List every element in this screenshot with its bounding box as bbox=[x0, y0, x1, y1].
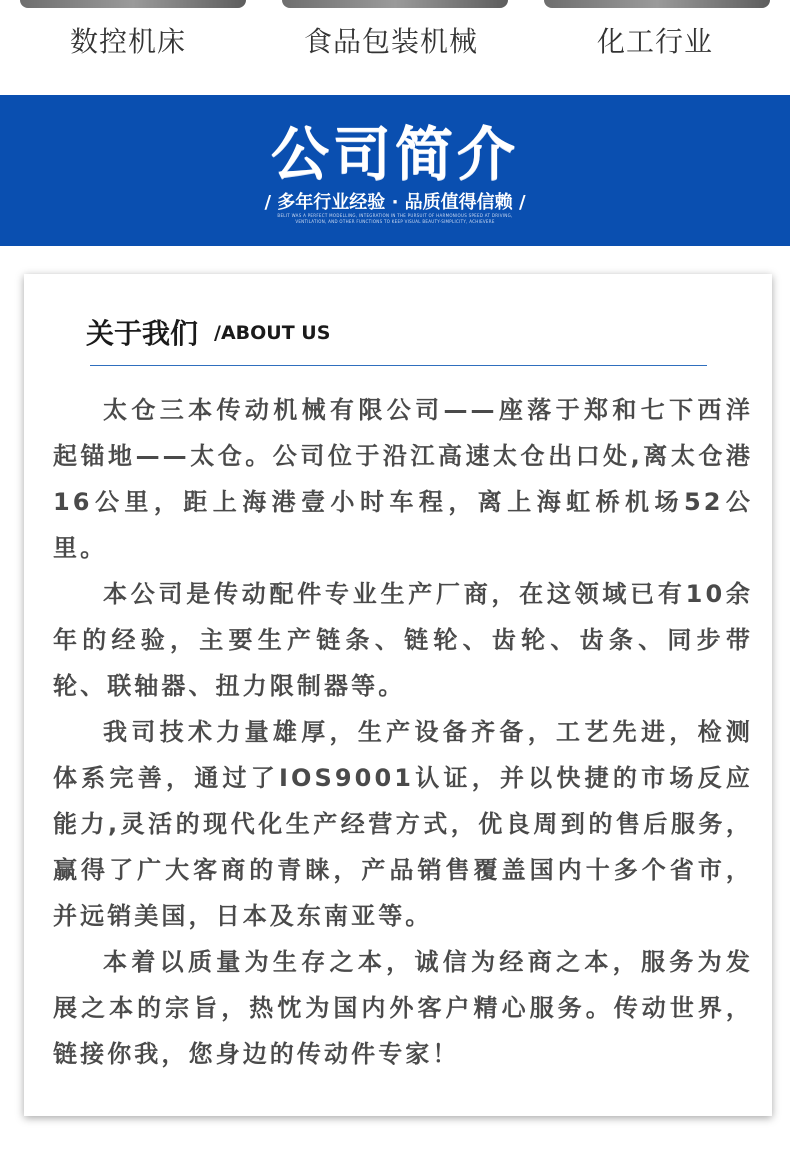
about-divider bbox=[90, 365, 707, 366]
about-title-en: /ABOUT US bbox=[214, 322, 331, 344]
industry-image-chemical[interactable] bbox=[544, 0, 770, 8]
industry-image-cnc[interactable] bbox=[20, 0, 246, 8]
industry-image-food-packaging[interactable] bbox=[282, 0, 508, 8]
banner-subtitle: / 多年行业经验 · 品质值得信赖 / bbox=[264, 192, 526, 213]
about-paragraph-3: 我司技术力量雄厚，生产设备齐备，工艺先进，检测体系完善，通过了IOS9001认证，并以快捷的市场反应能力,灵活的现代化生产经营方式，优良周到的售后服务，赢得了广大客商的青睐，产品销售覆盖国内十多个省市，并远销美国，日本及东南亚等。 bbox=[53, 718, 753, 930]
about-card bbox=[24, 274, 772, 1116]
industry-label-cnc[interactable]: 数控机床 bbox=[70, 25, 187, 58]
about-paragraph-2: 本公司是传动配件专业生产厂商，在这领域已有10余年的经验，主要生产链条、链轮、齿轮、齿条、同步带轮、联轴器、扭力限制器等。 bbox=[53, 580, 753, 700]
about-title: 关于我们 bbox=[86, 317, 199, 350]
about-paragraph-1: 太仓三本传动机械有限公司——座落于郑和七下西洋起锚地——太仓。公司位于沿江高速太仓出口处,离太仓港16公里，距上海港壹小时车程，离上海虹桥机场52公里。 bbox=[53, 396, 753, 562]
industry-label-chemical[interactable]: 化工行业 bbox=[597, 25, 714, 58]
about-paragraph-4: 本着以质量为生存之本，诚信为经商之本，服务为发展之本的宗旨，热忱为国内外客户精心服务。传动世界，链接你我，您身边的传动件专家！ bbox=[53, 948, 753, 1068]
banner-title: 公司简介 bbox=[270, 120, 519, 188]
banner-fine-print: BELIT WAS A PERFECT MODELLING, INTEGRATION IN THE PURSUIT OF HARMONIOUS SPEED AT DRIVING, VENTILATION, AND OTHER FUNCTIONS TO KEEP VISUAL BEAUTY-SIMPLICITY, ACHIEVERE bbox=[277, 213, 513, 224]
about-content bbox=[53, 387, 753, 1077]
industry-categories bbox=[0, 0, 790, 95]
industry-label-food-packaging[interactable]: 食品包装机械 bbox=[304, 25, 479, 58]
company-intro-banner bbox=[0, 95, 790, 246]
